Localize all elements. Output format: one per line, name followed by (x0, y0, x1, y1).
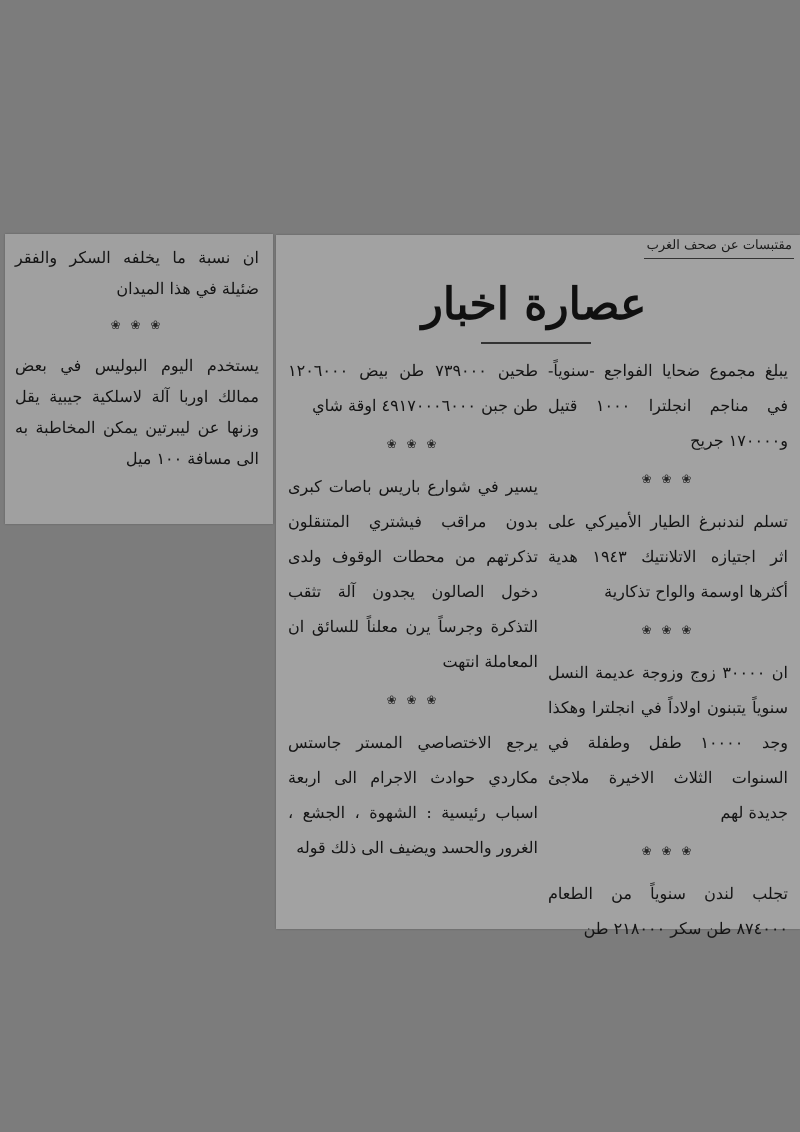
news-item-adoption: ان ٣٠٠٠٠ زوج وزوجة عديمة النسل سنوياً يتبنون اولاداً في انجلترا وهكذا وجد ١٠٠٠٠ طفل وطفلة في السنوات الثلاث الاخيرة ملاجئ جديدة لهم (548, 663, 789, 822)
source-label: مقتبسات عن صحف الغرب (646, 238, 792, 253)
headline: عصارة اخبار (421, 279, 647, 330)
star-divider: ❀ ❀ ❀ (386, 437, 440, 451)
headline-rule (481, 342, 591, 344)
source-underline (644, 258, 794, 259)
main-clipping (276, 235, 800, 938)
news-item-london-food: تجلب لندن سنوياً من الطعام ٨٧٤٠٠٠ طن سكر ٢١٨٠٠٠ طن (548, 884, 788, 938)
news-item-london-food-continued: طحين ٧٣٩٠٠٠ طن بيض ١٢٠٦٠٠٠ طن جبن ٤٩١٧٠٠٠٦٠٠٠ اوقة شاي (288, 361, 538, 415)
left-clipping (5, 234, 273, 524)
star-divider: ❀ ❀ ❀ (641, 472, 695, 486)
star-divider: ❀ ❀ ❀ (110, 318, 164, 332)
news-item-mine-casualties: يبلغ مجموع ضحايا الفواجع -سنوياً- في مناجم انجلترا ١٠٠٠ قتيل و١٧٠٠٠٠ جريح (548, 361, 788, 450)
left-paragraph-2: يستخدم اليوم البوليس في بعض ممالك اوربا آلة لاسلكية جيبية يقل وزنها عن ليبرتين يمكن المخاطبة به الى مسافة ١٠٠ ميل (15, 356, 259, 468)
news-item-paris-buses: يسير في شوارع باريس باصات كبرى بدون مراقب فيشتري المتنقلون تذكرتهم من محطات الوقوف ولدى دخول الصالون يجدون آلة تثقب التذكرة وجرساً يرن معلناً للسائق ان المعاملة انتهت (288, 477, 538, 671)
news-item-aviator-gifts: تسلم لندنبرغ الطيار الأميركي على اثر اجتيازه الاتلانتيك ١٩٤٣ هدية أكثرها اوسمة والواح تذكارية (548, 512, 789, 601)
right-column (548, 353, 788, 946)
news-item-crime-causes: يرجع الاختصاصي المستر جاستس مكاردي حوادث الاجرام الى اربعة اسباب رئيسية : الشهوة ، الجشع ، الغرور والحسد ويضيف الى ذلك قوله (288, 733, 538, 857)
left-paragraph-1: ان نسبة ما يخلفه السكر والفقر ضئيلة في هذا الميدان (15, 248, 259, 298)
middle-column (288, 353, 538, 865)
star-divider: ❀ ❀ ❀ (386, 693, 440, 707)
left-column (15, 242, 259, 474)
star-divider: ❀ ❀ ❀ (641, 844, 695, 858)
star-divider: ❀ ❀ ❀ (641, 623, 695, 637)
